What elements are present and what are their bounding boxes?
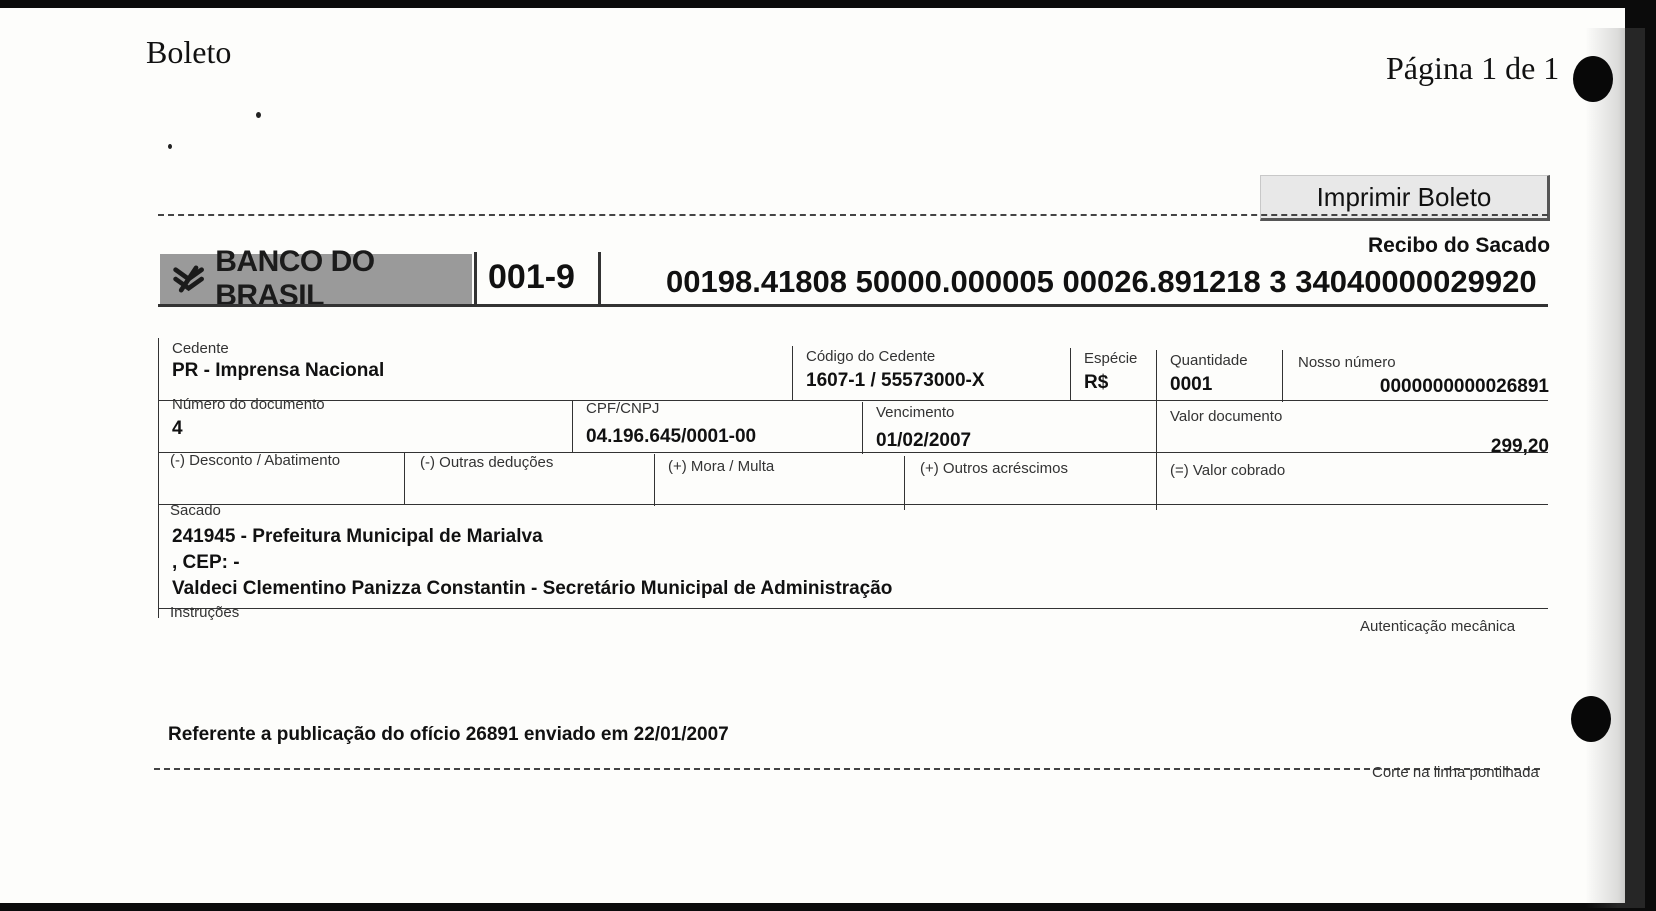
boleto-page (0, 8, 1625, 903)
print-boleto-button[interactable]: Imprimir Boleto (1260, 175, 1550, 221)
paper-speck (168, 144, 172, 149)
paper-speck (256, 112, 261, 118)
quantidade-label: Quantidade (1170, 352, 1248, 369)
page-title: Boleto (146, 34, 232, 70)
cut-line-label: Corte na linha pontilhada (1372, 764, 1539, 781)
divider (572, 400, 573, 452)
dashed-separator (158, 214, 1548, 216)
divider (1156, 350, 1157, 510)
desconto-label: (-) Desconto / Abatimento (170, 452, 341, 469)
numero-documento-label: Número do documento (172, 396, 325, 413)
valor-documento-label: Valor documento (1170, 408, 1283, 425)
sacado-line-2: , CEP: - (172, 552, 240, 573)
divider (598, 252, 601, 304)
bank-code: 001-9 (488, 258, 575, 296)
row-separator (158, 400, 1548, 401)
row-separator (158, 608, 1548, 609)
divider (1282, 350, 1283, 402)
cedente-value: PR - Imprensa Nacional (172, 360, 385, 381)
sacado-label: Sacado (170, 502, 221, 519)
especie-value: R$ (1084, 372, 1109, 393)
bank-name: BANCO DO BRASIL (215, 245, 375, 312)
codigo-cedente-value: 1607-1 / 55573000-X (806, 370, 985, 391)
divider (474, 252, 477, 304)
divider (904, 456, 905, 510)
autenticacao-label: Autenticação mecânica (1360, 618, 1516, 635)
banco-do-brasil-logo-icon (170, 261, 207, 297)
numero-documento-value: 4 (172, 418, 183, 439)
valor-documento-value: 299,20 (1490, 436, 1549, 457)
nosso-numero-value: 0000000000026891 (1379, 376, 1549, 397)
cpf-cnpj-label: CPF/CNPJ (586, 400, 660, 417)
divider (792, 346, 793, 400)
nosso-numero-label: Nosso número (1298, 354, 1396, 371)
outras-deducoes-label: (-) Outras deduções (420, 454, 554, 471)
sacado-line-1: 241945 - Prefeitura Municipal de Marialva (172, 526, 543, 547)
receipt-label: Recibo do Sacado (1368, 234, 1551, 257)
cut-dashed-line (154, 768, 1540, 770)
binder-hole-top (1573, 56, 1613, 102)
divider (1070, 348, 1071, 400)
paper-edge-shadow (1585, 28, 1645, 908)
vencimento-value: 01/02/2007 (876, 430, 972, 451)
cedente-label: Cedente (172, 340, 229, 357)
row-separator (158, 452, 1548, 453)
row-separator (158, 504, 1548, 505)
binder-hole-bottom (1571, 696, 1611, 742)
divider (862, 402, 863, 454)
cpf-cnpj-value: 04.196.645/0001-00 (586, 426, 757, 447)
instrucoes-label: Instruções (170, 604, 240, 621)
vencimento-label: Vencimento (876, 404, 955, 421)
quantidade-value: 0001 (1170, 374, 1213, 395)
outros-acrescimos-label: (+) Outros acréscimos (920, 460, 1068, 477)
mora-multa-label: (+) Mora / Multa (668, 458, 775, 475)
divider (654, 454, 655, 506)
especie-label: Espécie (1084, 350, 1138, 367)
bank-logo (160, 245, 472, 312)
valor-cobrado-label: (=) Valor cobrado (1170, 462, 1286, 479)
divider (404, 452, 405, 504)
sacado-line-3: Valdeci Clementino Panizza Constantin - Secretário Municipal de Administração (172, 578, 893, 599)
bank-header-underline (158, 304, 1548, 307)
codigo-cedente-label: Código do Cedente (806, 348, 936, 365)
digitable-line: 00198.41808 50000.000005 00026.891218 3 34040000029920 (666, 264, 1537, 299)
reference-note: Referente a publicação do ofício 26891 enviado em 22/01/2007 (168, 724, 729, 745)
page-indicator: Página 1 de 1 (1386, 50, 1560, 86)
table-left-border (158, 338, 159, 618)
